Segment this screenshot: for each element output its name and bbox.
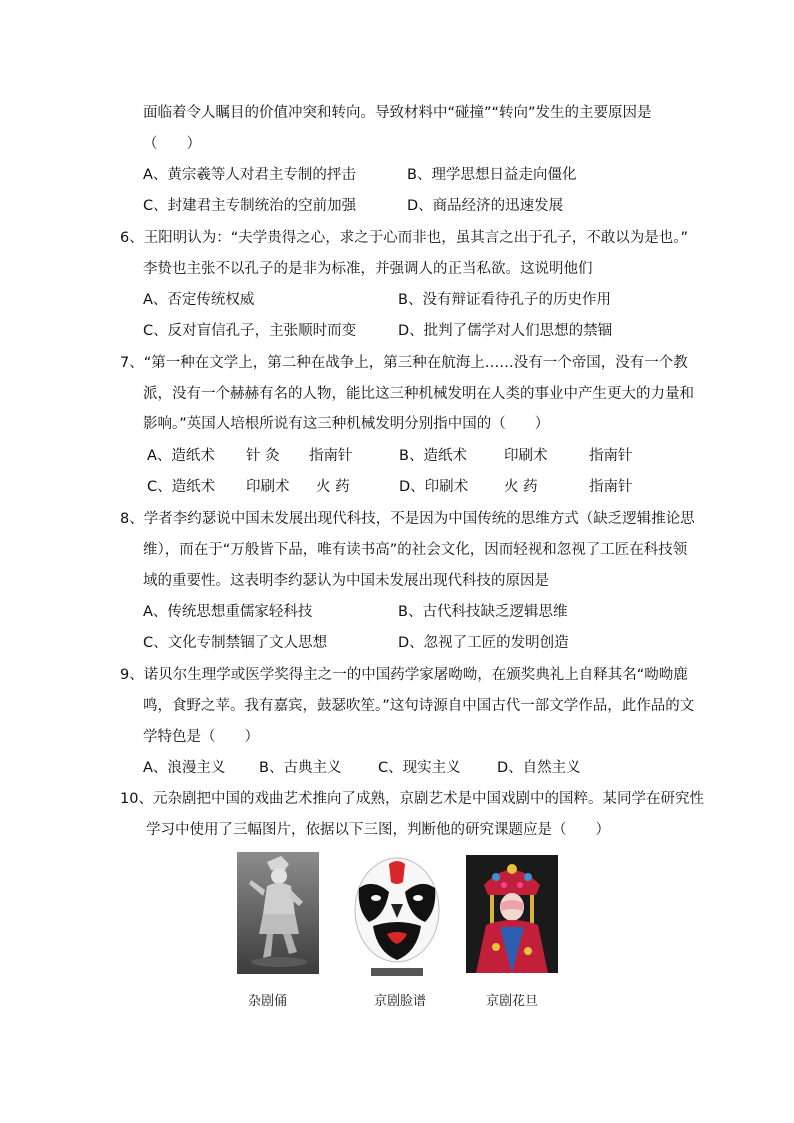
q7-option-c-3: 火 药 [316,479,350,495]
q8-option-c: C、文化专制禁锢了文人思想 [143,635,328,651]
q8-stem-line1: 8、学者李约瑟说中国未发展出现代科技，不是因为中国传统的思维方式（缺乏逻辑推论思 [120,511,695,527]
q9-option-d: D、自然主义 [497,760,581,776]
q6-option-a: A、否定传统权威 [143,292,255,308]
q7-option-d-1: D、印刷术 [399,479,469,495]
q7-stem-line2: 派，没有一个赫赫有名的人物，能比这三种机械发明在人类的事业中产生更大的力量和 [143,386,694,402]
q5-answer-blank: （ ） [143,136,201,152]
caption-opera-mask: 京剧脸谱 [374,994,427,1009]
q8-option-b: B、古代科技缺乏逻辑思维 [398,604,568,620]
q6-stem-line2: 李贽也主张不以孔子的是非为标准，并强调人的正当私欲。这说明他们 [143,261,593,277]
q7-option-a-3: 指南针 [309,448,353,464]
q5-option-a: A、黄宗羲等人对君主专制的抨击 [143,167,356,183]
q8-stem-line3: 域的重要性。这表明李约瑟认为中国未发展出现代科技的原因是 [143,573,549,589]
caption-opera-huadan: 京剧花旦 [486,994,539,1009]
q5-option-b: B、理学思想日益走向僵化 [407,167,577,183]
q7-option-a-1: A、造纸术 [147,448,215,464]
q7-option-c-1: C、造纸术 [147,479,216,495]
q6-option-d: D、批判了儒学对人们思想的禁锢 [398,323,613,339]
q9-option-c: C、现实主义 [378,760,461,776]
caption-zaju-figurine: 杂剧俑 [248,994,288,1009]
q5-option-c: C、封建君主专制统治的空前加强 [143,198,357,214]
q9-stem-line1: 9、诺贝尔生理学或医学奖得主之一的中国药学家屠呦呦，在颁奖典礼上自释其名“呦呦鹿 [120,667,688,683]
q7-option-b-2: 印刷术 [504,448,548,464]
q7-option-d-3: 指南针 [589,479,633,495]
q10-stem-line2: 学习中使用了三幅图片，依据以下三图，判断他的研究课题应是（ ） [146,822,610,838]
q9-option-a: A、浪漫主义 [143,760,226,776]
q7-stem-line3: 影响。”英国人培根所说有这三种机械发明分别指中国的（ ） [143,416,550,432]
q7-stem-line1: 7、“第一种在文学上，第二种在战争上，第三种在航海上……没有一个帝国，没有一个教 [120,355,688,371]
peking-opera-huadan-image [466,855,558,973]
q7-option-a-2: 针 灸 [246,448,280,464]
q9-option-b: B、古典主义 [259,760,342,776]
zaju-figurine-image [237,852,319,974]
q9-stem-line2: 鸣，食野之苹。我有嘉宾，鼓瑟吹笙。”这句诗源自中国古代一部文学作品，此作品的文 [143,698,695,714]
q10-stem-line1: 10、元杂剧把中国的戏曲艺术推向了成熟，京剧艺术是中国戏剧中的国粹。某同学在研究性 [120,791,704,807]
q6-option-c: C、反对盲信孔子，主张顺时而变 [143,323,357,339]
q5-stem-cont: 面临着令人瞩目的价值冲突和转向。导致材料中“碰撞”“转向”发生的主要原因是 [143,105,652,121]
q6-stem-line1: 6、王阳明认为：“夫学贵得之心，求之于心而非也，虽其言之出于孔子，不敢以为是也。” [120,230,688,246]
q6-option-b: B、没有辩证看待孔子的历史作用 [398,292,611,308]
q7-option-b-1: B、造纸术 [399,448,467,464]
q9-stem-line3: 学特色是（ ） [143,729,259,745]
peking-opera-mask-image [349,852,445,978]
q8-option-a: A、传统思想重儒家轻科技 [143,604,313,620]
q7-option-b-3: 指南针 [589,448,633,464]
q8-option-d: D、忽视了工匠的发明创造 [398,635,569,651]
q8-stem-line2: 维），而在于“万般皆下品，唯有读书高”的社会文化，因而轻视和忽视了工匠在科技领 [143,542,688,558]
q7-option-d-2: 火 药 [504,479,538,495]
q7-option-c-2: 印刷术 [246,479,290,495]
q5-option-d: D、商品经济的迅速发展 [407,198,564,214]
